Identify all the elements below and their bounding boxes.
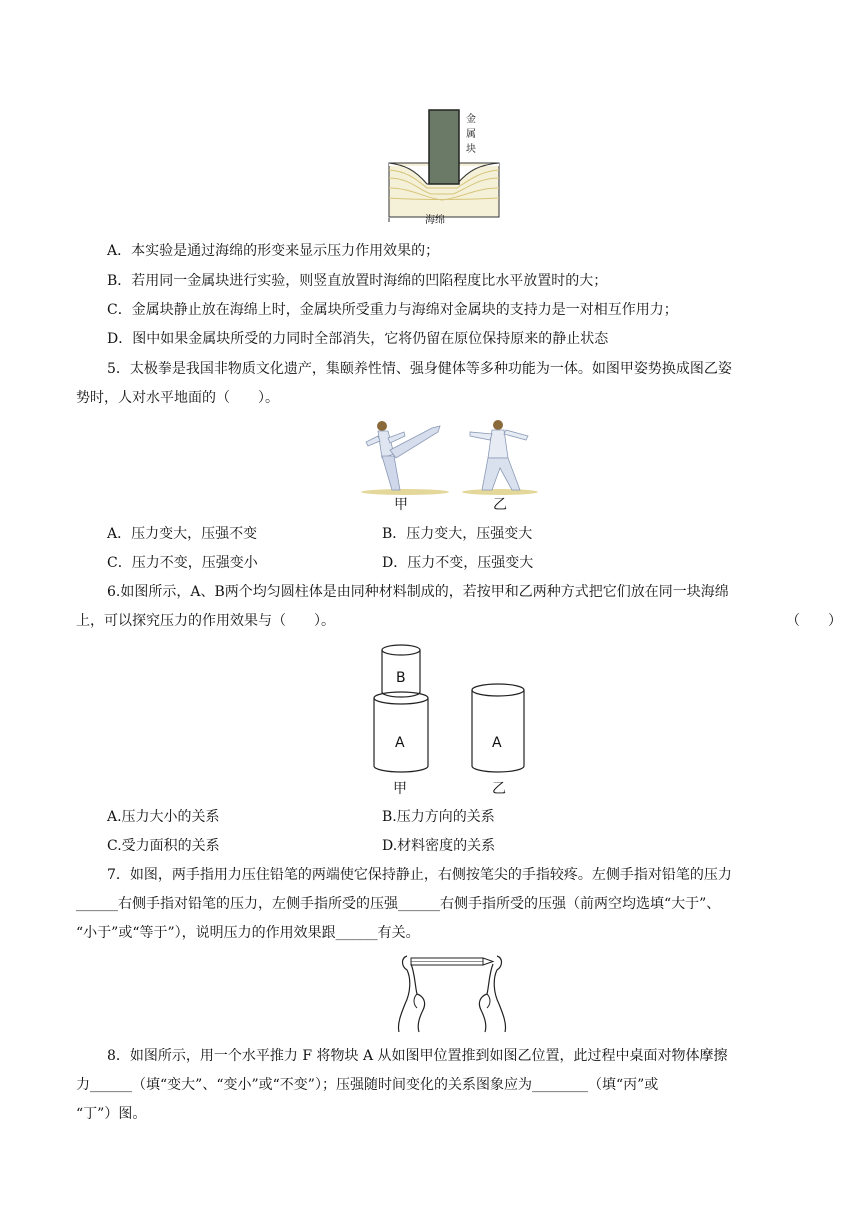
q7-stem-1: 7．如图，两手指用力压住铅笔的两端使它保持静止，右侧按笔尖的手指较疼。左侧手指对铅笔的压力 (107, 867, 732, 883)
q5-option-c: C．压力不变，压强变小 (107, 555, 258, 571)
cylinders-label-yi: 乙 (492, 781, 506, 797)
cylinders-figure (370, 640, 540, 775)
q5-stem-2: 势时，人对水平地面的（ ）。 (76, 390, 279, 406)
cylinder-a-label-jia: A (395, 735, 405, 751)
q8-stem-1: 8．如图所示，用一个水平推力 F 将物块 A 从如图甲位置推到如图乙位置，此过程中桌面对物体摩擦 (107, 1048, 728, 1064)
sponge-label: 海绵 (425, 215, 445, 226)
cylinder-b-label: B (396, 670, 406, 686)
metal-block-label-1: 金 (466, 114, 476, 125)
q4-option-c: C．金属块静止放在海绵上时，金属块所受重力与海绵对金属块的支持力是一对相互作用力； (107, 302, 678, 318)
q8-stem-3: “丁”）图。 (76, 1106, 147, 1122)
pencil-hands-figure (393, 952, 511, 1034)
q8-stem-2: 力______（填“变大”、“变小”或“不变”）；压强随时间变化的关系图象应为________（填“丙”或 (76, 1077, 659, 1093)
q6-option-a: A.压力大小的关系 (107, 809, 220, 825)
q5-option-b: B．压力变大，压强变大 (382, 526, 533, 542)
q7-stem-3: “小于”或“等于”），说明压力的作用效果跟______有关。 (76, 925, 420, 941)
q6-stem-2: 上，可以探究压力的作用效果与（ ）。 (76, 613, 335, 629)
q7-stem-2: ______右侧手指对铅笔的压力，左侧手指所受的压强______右侧手指所受的压强（前两空均选填“大于”、 (76, 896, 721, 912)
taiji-figure-jia (360, 416, 450, 496)
metal-block-label-2: 属 (466, 129, 476, 140)
q6-option-d: D.材料密度的关系 (382, 838, 496, 854)
q5-stem-1: 5．太极拳是我国非物质文化遗产，集颐养性情、强身健体等多种功能为一体。如图甲姿势换成图乙姿 (107, 361, 732, 377)
metal-block (429, 110, 459, 184)
q4-option-b: B．若用同一金属块进行实验，则竖直放置时海绵的凹陷程度比水平放置时的大； (107, 273, 608, 289)
q6-option-b: B.压力方向的关系 (382, 809, 495, 825)
taiji-label-jia: 甲 (394, 497, 408, 513)
q5-option-a: A．压力变大，压强不变 (107, 526, 258, 542)
q4-option-a: A．本实验是通过海绵的形变来显示压力作用效果的； (107, 243, 440, 259)
taiji-label-yi: 乙 (493, 497, 507, 513)
q6-option-c: C.受力面积的关系 (107, 838, 220, 854)
taiji-figure-yi (460, 416, 540, 496)
q4-option-d: D．图中如果金属块所受的力同时全部消失，它将仍留在原位保持原来的静止状态 (107, 331, 609, 347)
q6-answer-bracket: （ ） (786, 613, 842, 629)
q6-stem-1: 6.如图所示，A、B两个均匀圆柱体是由同种材料制成的，若按甲和乙两种方式把它们放在同一块海绵 (107, 584, 729, 600)
cylinder-a-label-yi: A (492, 735, 502, 751)
cylinders-label-jia: 甲 (393, 781, 407, 797)
metal-block-label-3: 块 (466, 144, 476, 155)
q5-option-d: D．压力不变，压强变大 (382, 555, 534, 571)
metal-block-sponge-figure (385, 108, 505, 228)
